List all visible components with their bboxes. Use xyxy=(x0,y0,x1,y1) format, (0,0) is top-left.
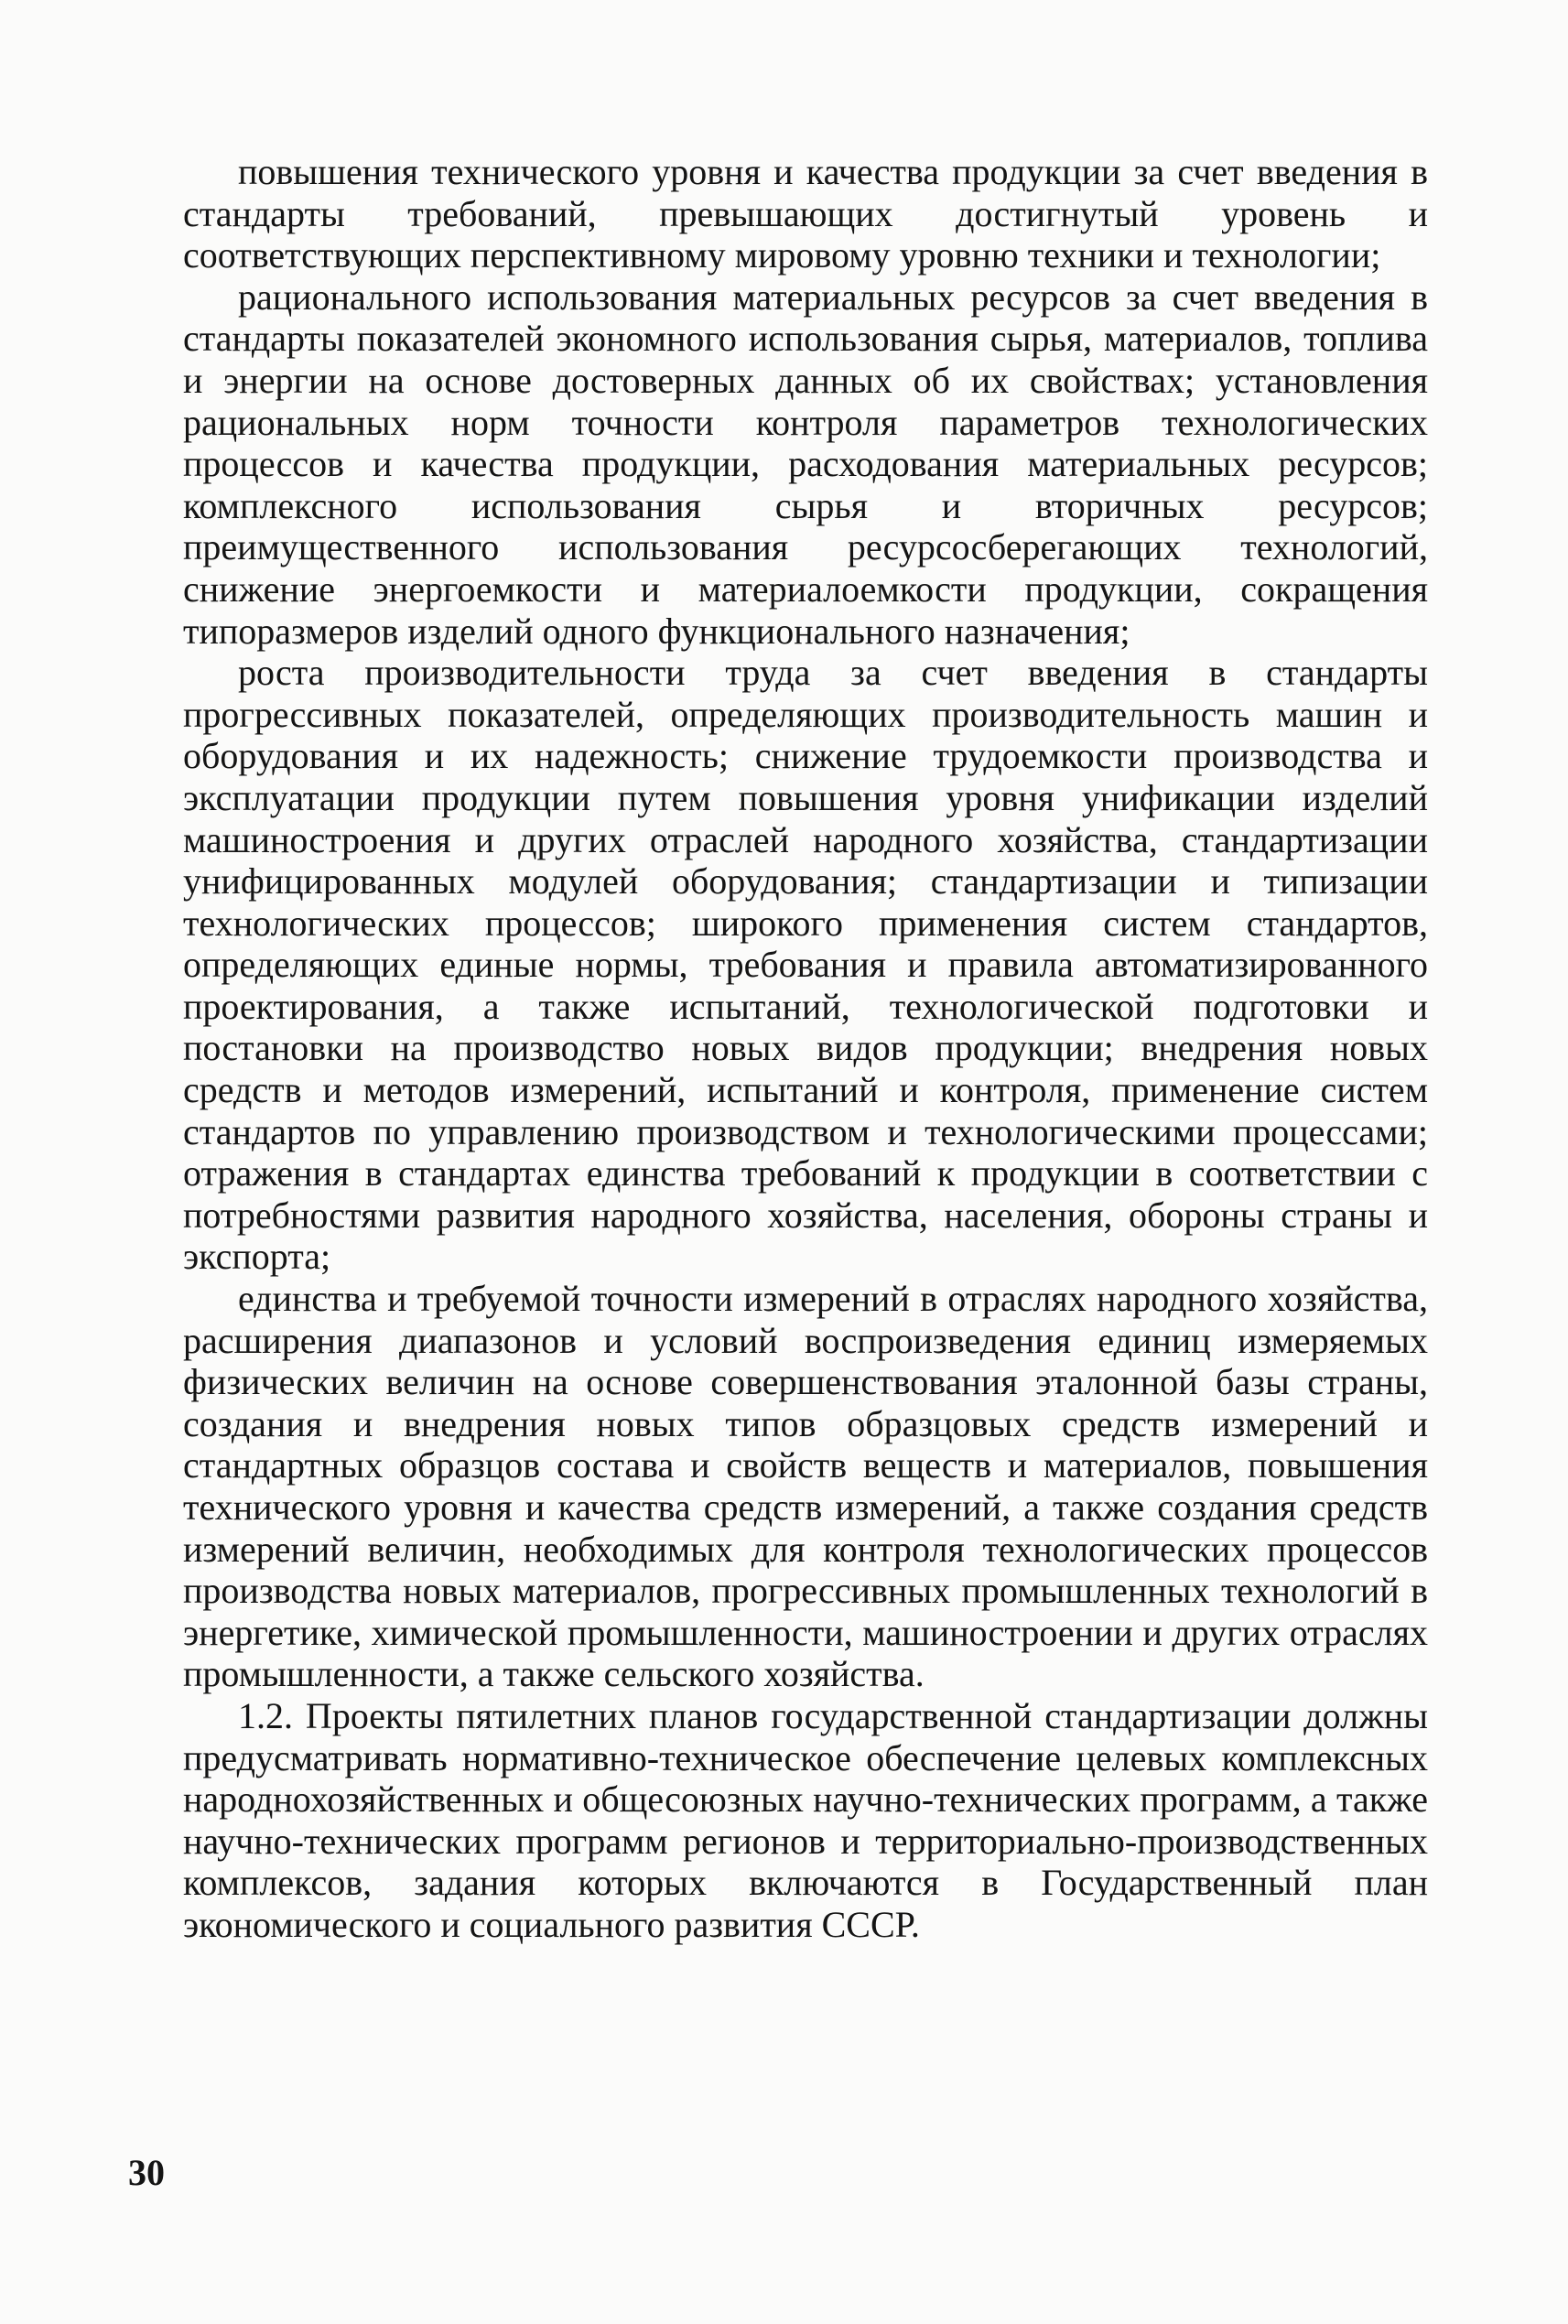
paragraph-resource-use: рационального использования материальных ресурсов за счет введения в стандарты показателей экономного использования сырья, материалов, топлива и энергии на основе достоверных данных об их свойствах; установления рациональных норм точности контроля параметров технологических процессов и качества продукции, расходования материальных ресурсов; комплексного использования сырья и вторичных ресурсов; преимущественного использования ресурсосберегающих технологий, снижение энергоемкости и материалоемкости продукции, сокращения типоразмеров изделий одного функционального назначения; xyxy=(183,276,1428,652)
paragraph-section-1-2: 1.2. Проекты пятилетних планов государственной стандартизации должны предусматривать нормативно-техническое обеспечение целевых комплексных народнохозяйственных и общесоюзных научно-технических программ, а также научно-технических программ регионов и территориально-производственных комплексов, задания которых включаются в Государственный план экономического и социального развития СССР. xyxy=(183,1694,1428,1945)
page-number: 30 xyxy=(128,2152,165,2193)
paragraph-labor-productivity: роста производительности труда за счет введения в стандарты прогрессивных показателей, определяющих производительность машин и оборудования и их надежность; снижение трудоемкости производства и эксплуатации продукции путем повышения уровня унификации изделий машиностроения и других отраслей народного хозяйства, стандартизации унифицированных модулей оборудования; стандартизации и типизации технологических процессов; широкого применения систем стандартов, определяющих единые нормы, требования и правила автоматизированного проектирования, а также испытаний, технологической подготовки и постановки на производство новых видов продукции; внедрения новых средств и методов измерений, испытаний и контроля, применение систем стандартов по управлению производством и технологическими процессами; отражения в стандартах единства требований к продукции в соответствии с потребностями развития народного хозяйства, населения, обороны страны и экспорта; xyxy=(183,652,1428,1278)
paragraph-measurement-unity: единства и требуемой точности измерений в отраслях народного хозяйства, расширения диапазонов и условий воспроизведения единиц измеряемых физических величин на основе совершенствования эталонной базы страны, создания и внедрения новых типов образцовых средств измерений и стандартных образцов состава и свойств веществ и материалов, повышения технического уровня и качества средств измерений, а также создания средств измерений величин, необходимых для контроля технологических процессов производства новых материалов, прогрессивных промышленных технологий в энергетике, химической промышленности, машиностроении и других отраслях промышленности, а также сельского хозяйства. xyxy=(183,1278,1428,1695)
body-text xyxy=(183,151,1428,1946)
paragraph-technical-level: повышения технического уровня и качества продукции за счет введения в стандарты требований, превышающих достигнутый уровень и соответствующих перспективному мировому уровню техники и технологии; xyxy=(183,151,1428,276)
